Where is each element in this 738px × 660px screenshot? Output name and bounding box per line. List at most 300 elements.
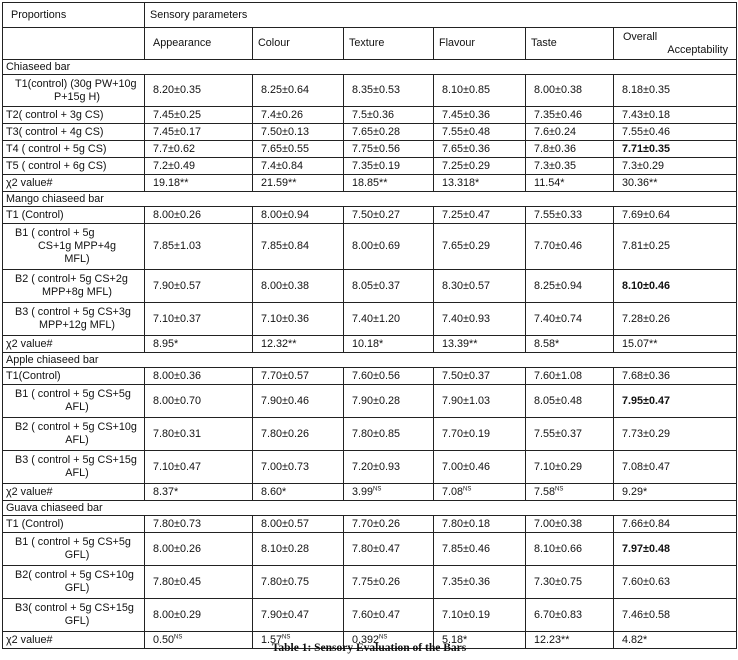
cell-value: 8.95* bbox=[153, 337, 179, 350]
cell-value: 6.70±0.83 bbox=[534, 608, 582, 621]
cell-appearance bbox=[145, 224, 253, 270]
row-label bbox=[3, 385, 145, 418]
cell-taste bbox=[526, 516, 614, 533]
row-label-line: B3( control + 5g CS+15g bbox=[15, 602, 134, 614]
cell-value: 4.82* bbox=[622, 633, 648, 646]
cell-value: 8.25±0.94 bbox=[534, 279, 582, 292]
cell-appearance bbox=[145, 516, 253, 533]
cell-taste bbox=[526, 207, 614, 224]
cell-taste bbox=[526, 124, 614, 141]
cell-value: 13.39** bbox=[442, 337, 478, 350]
row-label bbox=[3, 484, 145, 501]
table-row bbox=[3, 533, 737, 566]
section-title: Apple chiaseed bar bbox=[3, 353, 737, 368]
table-row bbox=[3, 385, 737, 418]
cell-flavour bbox=[434, 451, 526, 484]
row-label-line: χ2 value# bbox=[6, 337, 53, 350]
row-label bbox=[3, 175, 145, 192]
table-row bbox=[3, 303, 737, 336]
cell-appearance bbox=[145, 107, 253, 124]
cell-value: 7.97±0.48 bbox=[622, 542, 670, 555]
cell-value: 8.10±0.66 bbox=[534, 542, 582, 555]
cell-value: 7.80±0.18 bbox=[442, 517, 490, 530]
cell-texture bbox=[344, 75, 434, 107]
row-label bbox=[3, 107, 145, 124]
cell-colour bbox=[253, 75, 344, 107]
cell-taste bbox=[526, 418, 614, 451]
blank-header-cell bbox=[3, 28, 145, 60]
cell-value: 8.30±0.57 bbox=[442, 279, 490, 292]
section-title-row bbox=[3, 501, 737, 516]
cell-value: 8.00±0.38 bbox=[534, 84, 582, 96]
cell-colour bbox=[253, 516, 344, 533]
cell-appearance bbox=[145, 124, 253, 141]
table-row bbox=[3, 451, 737, 484]
cell-value: 8.20±0.35 bbox=[153, 84, 201, 96]
cell-value: 9.29* bbox=[622, 485, 648, 498]
cell-value: 7.35±0.36 bbox=[442, 575, 490, 588]
cell-value: 8.37* bbox=[153, 485, 179, 498]
cell-overall bbox=[614, 451, 737, 484]
cell-texture bbox=[344, 107, 434, 124]
row-label-line: CS+1g MPP+4g bbox=[37, 240, 117, 252]
cell-value: 8.25±0.64 bbox=[261, 84, 309, 96]
table-row bbox=[3, 141, 737, 158]
cell-texture bbox=[344, 303, 434, 336]
cell-texture bbox=[344, 124, 434, 141]
cell-overall bbox=[614, 224, 737, 270]
cell-colour bbox=[253, 418, 344, 451]
cell-value: 21.59** bbox=[261, 176, 297, 189]
cell-value: 8.00±0.29 bbox=[153, 608, 201, 621]
cell-value: 7.3±0.29 bbox=[622, 159, 664, 172]
cell-overall bbox=[614, 385, 737, 418]
cell-value: 8.10±0.85 bbox=[442, 84, 490, 96]
cell-appearance bbox=[145, 303, 253, 336]
cell-value: 7.81±0.25 bbox=[622, 240, 670, 252]
cell-value: 7.50±0.27 bbox=[352, 208, 400, 221]
cell-overall bbox=[614, 336, 737, 353]
cell-appearance bbox=[145, 141, 253, 158]
cell-value: 7.90±0.46 bbox=[261, 394, 309, 407]
cell-value: 7.60±0.56 bbox=[352, 369, 400, 382]
cell-value: 7.4±0.26 bbox=[261, 108, 303, 121]
section-title: Mango chiaseed bar bbox=[3, 192, 737, 207]
cell-value: 7.28±0.26 bbox=[622, 312, 670, 325]
cell-taste bbox=[526, 533, 614, 566]
sensory-parameters-header: Sensory parameters bbox=[145, 3, 737, 28]
col-header-texture: Texture bbox=[344, 28, 434, 60]
cell-texture bbox=[344, 224, 434, 270]
cell-value: 7.30±0.75 bbox=[534, 575, 582, 588]
cell-colour bbox=[253, 336, 344, 353]
row-label-line: B3 ( control + 5g CS+15g bbox=[15, 454, 137, 466]
cell-value: 7.58 bbox=[534, 485, 556, 498]
table-row bbox=[3, 336, 737, 353]
cell-value: 8.00±0.57 bbox=[261, 517, 309, 530]
cell-value: 0.392 bbox=[352, 633, 380, 646]
row-label bbox=[3, 516, 145, 533]
row-label-line: AFL) bbox=[65, 467, 89, 479]
row-label-line: T1(control) (30g PW+10g bbox=[15, 77, 137, 90]
cell-value: 7.80±0.75 bbox=[261, 575, 309, 588]
table-row bbox=[3, 207, 737, 224]
cell-value: 7.70±0.46 bbox=[534, 240, 582, 252]
cell-value: 7.50±0.37 bbox=[442, 369, 490, 382]
cell-texture bbox=[344, 451, 434, 484]
cell-flavour bbox=[434, 224, 526, 270]
cell-value: 7.25±0.47 bbox=[442, 208, 490, 221]
row-label bbox=[3, 533, 145, 566]
cell-colour bbox=[253, 368, 344, 385]
cell-value: 7.90±1.03 bbox=[442, 394, 490, 407]
cell-value: 7.85±0.46 bbox=[442, 542, 490, 555]
cell-value: 7.68±0.36 bbox=[622, 369, 670, 382]
cell-colour bbox=[253, 533, 344, 566]
cell-appearance bbox=[145, 451, 253, 484]
cell-overall bbox=[614, 207, 737, 224]
cell-flavour bbox=[434, 158, 526, 175]
cell-taste bbox=[526, 75, 614, 107]
cell-value: 12.32** bbox=[261, 337, 297, 350]
cell-value: 8.00±0.70 bbox=[153, 394, 201, 407]
row-label bbox=[3, 124, 145, 141]
header-row-2 bbox=[3, 28, 737, 60]
cell-value: 7.60±0.63 bbox=[622, 575, 670, 588]
cell-flavour bbox=[434, 533, 526, 566]
cell-value: 7.80±0.26 bbox=[261, 427, 309, 440]
cell-value: 7.08 bbox=[442, 485, 464, 498]
cell-value: 7.6±0.24 bbox=[534, 125, 576, 138]
cell-appearance bbox=[145, 158, 253, 175]
cell-value: 8.00±0.36 bbox=[153, 369, 201, 382]
cell-value: 7.90±0.47 bbox=[261, 608, 309, 621]
cell-flavour bbox=[434, 336, 526, 353]
cell-overall bbox=[614, 270, 737, 303]
cell-value: 7.55±0.33 bbox=[534, 208, 582, 221]
cell-value: 7.75±0.56 bbox=[352, 142, 400, 155]
cell-value: 7.55±0.37 bbox=[534, 427, 582, 440]
row-label bbox=[3, 336, 145, 353]
row-label bbox=[3, 158, 145, 175]
row-label-line: B3 ( control + 5g CS+3g bbox=[15, 306, 131, 318]
cell-value: 12.23** bbox=[534, 633, 570, 646]
row-label-line: T2( control + 3g CS) bbox=[6, 108, 104, 121]
cell-value: 7.73±0.29 bbox=[622, 427, 670, 440]
row-label-line: T5 ( control + 6g CS) bbox=[6, 159, 107, 172]
cell-value: 8.00±0.38 bbox=[261, 279, 309, 292]
cell-value: 7.71±0.35 bbox=[622, 142, 670, 155]
cell-value: 7.60±0.47 bbox=[352, 608, 400, 621]
cell-texture bbox=[344, 141, 434, 158]
cell-overall bbox=[614, 75, 737, 107]
cell-colour bbox=[253, 270, 344, 303]
cell-value: 7.55±0.46 bbox=[622, 125, 670, 138]
cell-colour bbox=[253, 484, 344, 501]
row-label bbox=[3, 368, 145, 385]
cell-overall bbox=[614, 566, 737, 599]
row-label-line: T4 ( control + 5g CS) bbox=[6, 142, 107, 155]
cell-overall bbox=[614, 484, 737, 501]
cell-flavour bbox=[434, 566, 526, 599]
cell-flavour bbox=[434, 270, 526, 303]
cell-flavour bbox=[434, 107, 526, 124]
cell-value: 7.35±0.46 bbox=[534, 108, 582, 121]
cell-value: 7.10±0.29 bbox=[534, 460, 582, 473]
cell-overall bbox=[614, 141, 737, 158]
cell-texture bbox=[344, 270, 434, 303]
cell-flavour bbox=[434, 124, 526, 141]
cell-value: 18.85** bbox=[352, 176, 388, 189]
cell-value: 7.5±0.36 bbox=[352, 108, 394, 121]
row-label-line: P+15g H) bbox=[54, 90, 100, 103]
cell-taste bbox=[526, 385, 614, 418]
cell-colour bbox=[253, 599, 344, 632]
table-row bbox=[3, 270, 737, 303]
row-label bbox=[3, 599, 145, 632]
cell-value: 30.36** bbox=[622, 176, 658, 189]
cell-texture bbox=[344, 599, 434, 632]
row-label-line: B2( control + 5g CS+10g bbox=[15, 569, 134, 581]
significance-superscript: NS bbox=[373, 485, 382, 492]
cell-colour bbox=[253, 175, 344, 192]
cell-value: 7.90±0.57 bbox=[153, 279, 201, 292]
cell-value: 7.65±0.28 bbox=[352, 125, 400, 138]
row-label-line: B1 ( control + 5g CS+5g bbox=[15, 388, 131, 400]
cell-flavour bbox=[434, 207, 526, 224]
row-label-line: MPP+12g MFL) bbox=[39, 319, 115, 331]
cell-value: 7.35±0.19 bbox=[352, 159, 400, 172]
table-row bbox=[3, 484, 737, 501]
row-label-line: GFL) bbox=[64, 582, 90, 594]
cell-taste bbox=[526, 107, 614, 124]
cell-value: 8.00±0.26 bbox=[153, 542, 201, 555]
cell-value: 8.35±0.53 bbox=[352, 84, 400, 96]
cell-value: 1.57 bbox=[261, 633, 283, 646]
cell-texture bbox=[344, 484, 434, 501]
cell-flavour bbox=[434, 385, 526, 418]
col-header-flavour: Flavour bbox=[434, 28, 526, 60]
cell-value: 19.18** bbox=[153, 176, 189, 189]
row-label bbox=[3, 224, 145, 270]
cell-overall bbox=[614, 599, 737, 632]
cell-texture bbox=[344, 368, 434, 385]
cell-overall bbox=[614, 533, 737, 566]
table-caption: Table 1: Sensory Evaluation of the Bars bbox=[271, 642, 467, 654]
cell-colour bbox=[253, 385, 344, 418]
cell-colour bbox=[253, 207, 344, 224]
cell-appearance bbox=[145, 270, 253, 303]
cell-appearance bbox=[145, 418, 253, 451]
cell-value: 7.65±0.29 bbox=[442, 240, 490, 252]
cell-value: 7.43±0.18 bbox=[622, 108, 670, 121]
cell-value: 8.05±0.48 bbox=[534, 394, 582, 407]
cell-appearance bbox=[145, 484, 253, 501]
cell-value: 3.99 bbox=[352, 485, 374, 498]
cell-value: 7.85±0.84 bbox=[261, 240, 309, 252]
cell-taste bbox=[526, 368, 614, 385]
table-row bbox=[3, 175, 737, 192]
row-label-line: B2 ( control + 5g CS+10g bbox=[15, 421, 137, 433]
cell-taste bbox=[526, 158, 614, 175]
cell-flavour bbox=[434, 175, 526, 192]
cell-value: 8.05±0.37 bbox=[352, 279, 400, 292]
col-header-appearance: Appearance bbox=[145, 28, 253, 60]
table-row bbox=[3, 368, 737, 385]
cell-appearance bbox=[145, 75, 253, 107]
cell-appearance bbox=[145, 207, 253, 224]
cell-value: 7.7±0.62 bbox=[153, 142, 195, 155]
row-label-line: AFL) bbox=[65, 401, 89, 413]
cell-flavour bbox=[434, 368, 526, 385]
cell-value: 5.18* bbox=[442, 633, 468, 646]
table-row bbox=[3, 107, 737, 124]
cell-overall bbox=[614, 175, 737, 192]
cell-value: 15.07** bbox=[622, 337, 658, 350]
row-label-line: AFL) bbox=[65, 434, 89, 446]
cell-value: 7.8±0.36 bbox=[534, 142, 576, 155]
row-label bbox=[3, 566, 145, 599]
row-label bbox=[3, 451, 145, 484]
cell-colour bbox=[253, 566, 344, 599]
cell-value: 11.54* bbox=[534, 176, 565, 189]
cell-value: 7.50±0.13 bbox=[261, 125, 309, 138]
cell-texture bbox=[344, 566, 434, 599]
proportions-header: Proportions bbox=[3, 3, 145, 28]
cell-value: 7.46±0.58 bbox=[622, 608, 670, 621]
sensory-table-container bbox=[2, 2, 736, 649]
table-row bbox=[3, 599, 737, 632]
row-label-line: B2 ( control+ 5g CS+2g bbox=[15, 273, 128, 285]
cell-taste bbox=[526, 599, 614, 632]
cell-texture bbox=[344, 175, 434, 192]
cell-overall bbox=[614, 158, 737, 175]
table-row bbox=[3, 158, 737, 175]
cell-value: 7.25±0.29 bbox=[442, 159, 490, 172]
cell-value: 7.20±0.93 bbox=[352, 460, 400, 473]
significance-superscript: NS bbox=[555, 485, 564, 492]
cell-texture bbox=[344, 158, 434, 175]
cell-value: 7.80±0.73 bbox=[153, 517, 201, 530]
row-label-line: T3( control + 4g CS) bbox=[6, 125, 104, 138]
cell-value: 7.10±0.37 bbox=[153, 312, 201, 325]
row-label-line: T1 (Control) bbox=[6, 208, 64, 221]
cell-value: 7.70±0.57 bbox=[261, 369, 309, 382]
cell-taste bbox=[526, 566, 614, 599]
cell-flavour bbox=[434, 303, 526, 336]
section-title-row bbox=[3, 60, 737, 75]
sensory-evaluation-table bbox=[2, 2, 737, 649]
row-label-line: MPP+8g MFL) bbox=[42, 286, 112, 298]
cell-appearance bbox=[145, 385, 253, 418]
cell-value: 7.66±0.84 bbox=[622, 517, 670, 530]
cell-value: 10.18* bbox=[352, 337, 384, 350]
cell-value: 7.80±0.45 bbox=[153, 575, 201, 588]
row-label bbox=[3, 141, 145, 158]
cell-flavour bbox=[434, 599, 526, 632]
cell-flavour bbox=[434, 418, 526, 451]
cell-value: 7.2±0.49 bbox=[153, 159, 195, 172]
table-row bbox=[3, 418, 737, 451]
row-label-line: T1 (Control) bbox=[6, 517, 64, 530]
section-title: Guava chiaseed bar bbox=[3, 501, 737, 516]
significance-superscript: NS bbox=[379, 633, 388, 640]
cell-flavour bbox=[434, 516, 526, 533]
cell-texture bbox=[344, 336, 434, 353]
cell-value: 7.90±0.28 bbox=[352, 394, 400, 407]
cell-value: 8.18±0.35 bbox=[622, 84, 670, 96]
table-row bbox=[3, 124, 737, 141]
cell-texture bbox=[344, 533, 434, 566]
cell-overall bbox=[614, 124, 737, 141]
cell-value: 7.80±0.47 bbox=[352, 542, 400, 555]
cell-value: 7.80±0.31 bbox=[153, 427, 201, 440]
cell-value: 7.65±0.55 bbox=[261, 142, 309, 155]
cell-taste bbox=[526, 270, 614, 303]
cell-flavour bbox=[434, 141, 526, 158]
cell-texture bbox=[344, 207, 434, 224]
cell-value: 7.10±0.19 bbox=[442, 608, 490, 621]
cell-value: 7.10±0.36 bbox=[261, 312, 309, 325]
table-row bbox=[3, 75, 737, 107]
cell-value: 7.65±0.36 bbox=[442, 142, 490, 155]
cell-appearance bbox=[145, 336, 253, 353]
col-header-colour: Colour bbox=[253, 28, 344, 60]
cell-colour bbox=[253, 141, 344, 158]
cell-value: 7.08±0.47 bbox=[622, 460, 670, 473]
cell-taste bbox=[526, 336, 614, 353]
cell-value: 7.60±1.08 bbox=[534, 369, 582, 382]
cell-taste bbox=[526, 484, 614, 501]
cell-value: 7.45±0.25 bbox=[153, 108, 201, 121]
cell-overall bbox=[614, 107, 737, 124]
overall-label: Overall bbox=[623, 30, 658, 43]
cell-value: 7.40±1.20 bbox=[352, 312, 400, 325]
cell-value: 7.69±0.64 bbox=[622, 208, 670, 221]
cell-taste bbox=[526, 303, 614, 336]
cell-overall bbox=[614, 368, 737, 385]
row-label-line: χ2 value# bbox=[6, 176, 53, 189]
cell-texture bbox=[344, 385, 434, 418]
cell-colour bbox=[253, 224, 344, 270]
row-label-line: GFL) bbox=[64, 549, 90, 561]
cell-taste bbox=[526, 451, 614, 484]
cell-appearance bbox=[145, 533, 253, 566]
row-label-line: GFL) bbox=[64, 615, 90, 627]
cell-value: 7.00±0.38 bbox=[534, 517, 582, 530]
cell-texture bbox=[344, 418, 434, 451]
cell-value: 7.85±1.03 bbox=[153, 240, 201, 252]
acceptability-label: Acceptability bbox=[667, 43, 729, 56]
cell-value: 8.60* bbox=[261, 485, 287, 498]
col-header-taste: Taste bbox=[526, 28, 614, 60]
cell-value: 7.00±0.73 bbox=[261, 460, 309, 473]
significance-superscript: NS bbox=[174, 633, 183, 640]
col-header-overall-acceptability bbox=[614, 28, 737, 60]
cell-value: 7.55±0.48 bbox=[442, 125, 490, 138]
cell-taste bbox=[526, 141, 614, 158]
row-label-line: T1(Control) bbox=[6, 369, 61, 382]
section-title-row bbox=[3, 353, 737, 368]
cell-overall bbox=[614, 516, 737, 533]
row-label-line: χ2 value# bbox=[6, 633, 53, 646]
cell-value: 7.40±0.74 bbox=[534, 312, 582, 325]
cell-value: 13.318* bbox=[442, 176, 480, 189]
cell-value: 8.10±0.46 bbox=[622, 279, 670, 292]
cell-value: 7.10±0.47 bbox=[153, 460, 201, 473]
cell-value: 7.3±0.35 bbox=[534, 159, 576, 172]
cell-value: 8.00±0.26 bbox=[153, 208, 201, 221]
